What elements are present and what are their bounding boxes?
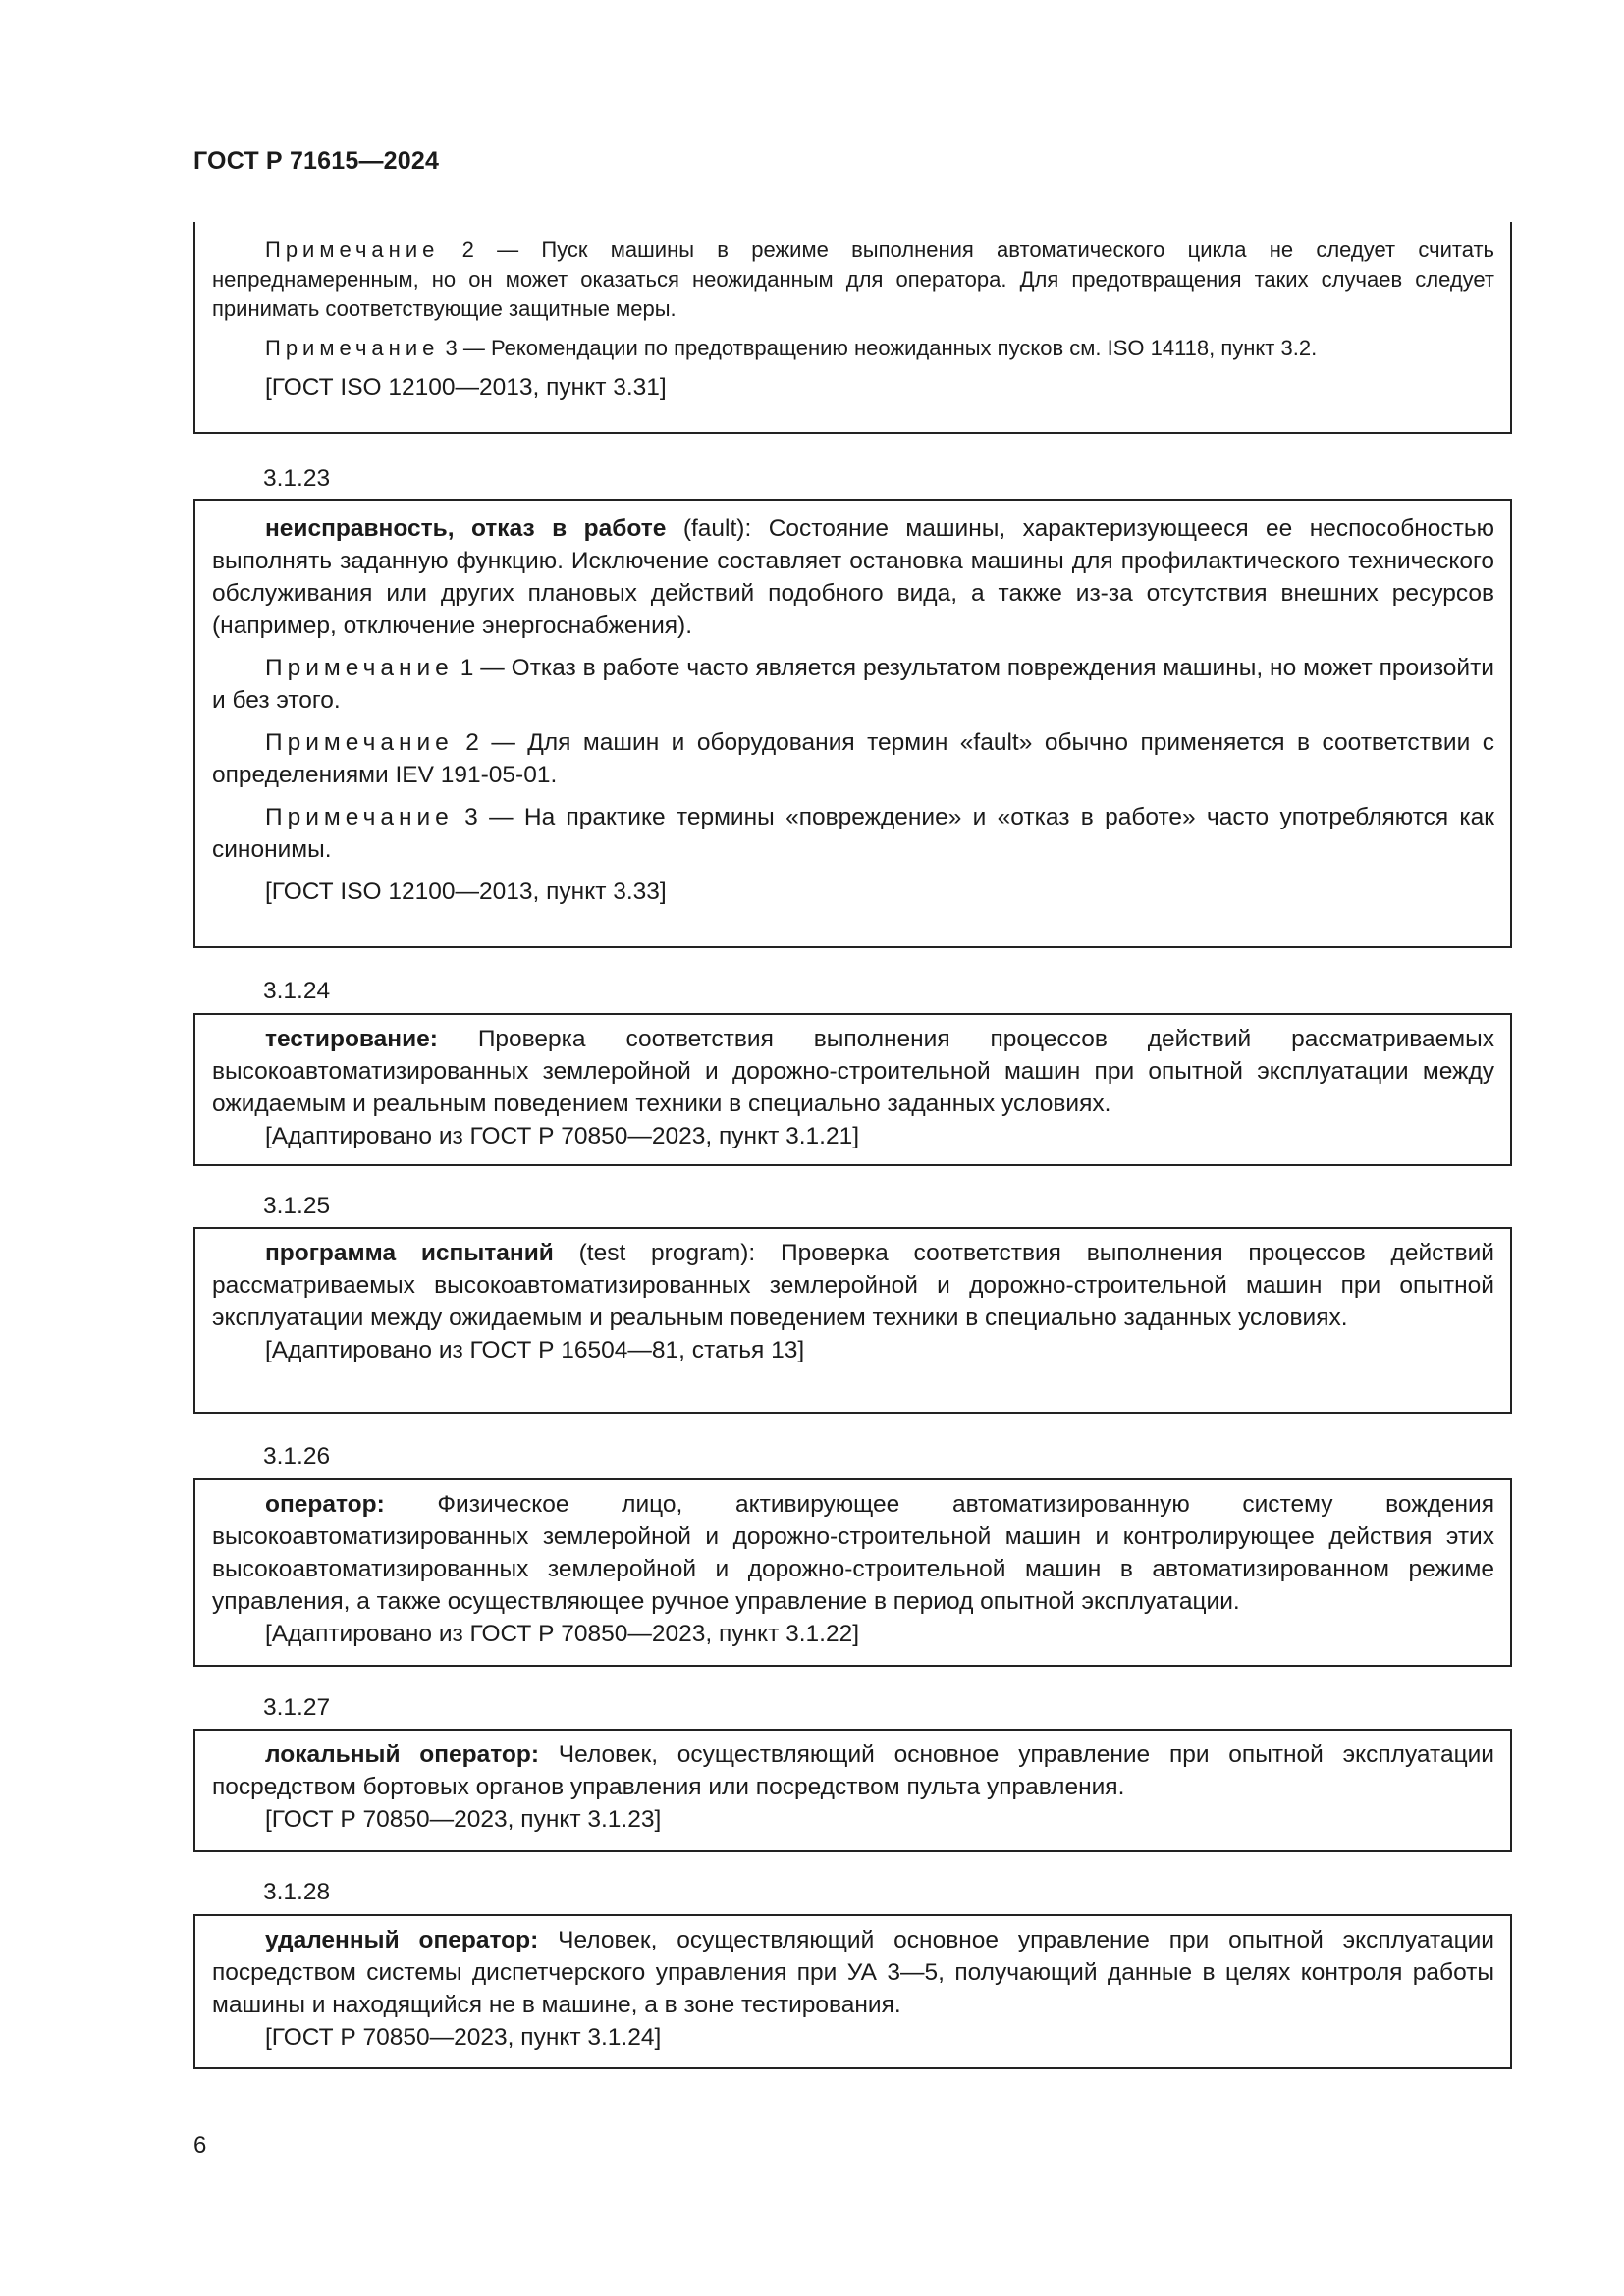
term-number: 3.1.26	[263, 1443, 331, 1469]
note-label: Примечание	[265, 729, 454, 756]
page-number: 6	[193, 2132, 207, 2159]
document-header: ГОСТ Р 71615—2024	[193, 147, 440, 175]
term-number: 3.1.28	[263, 1879, 331, 1905]
term-name: тестирование:	[265, 1026, 438, 1052]
note-number: 2	[461, 238, 474, 262]
term-definition	[212, 1738, 1494, 1803]
note-number: 3	[464, 804, 478, 830]
definition-text: Человек, осуществляющий основное управление при опытной эксплуатации посредством системы диспетчерского управления при УА 3—5, получающий данные в целях контроля работы машины и находящийся не в машине, а в зоне тестирования.	[212, 1927, 1494, 2018]
note-number: 1	[460, 655, 474, 681]
note-text: — Для машин и оборудования термин «fault» обычно применяется в соответствии с определениями IEV 191-05-01.	[212, 729, 1494, 788]
note-label: Примечание	[265, 804, 454, 830]
definition-text: Физическое лицо, активирующее автоматизированную систему вождения высокоавтоматизированных землеройной и дорожно-строительной машин и контролирующее действия этих высокоавтоматизированных землеройной и дорожно-строительной машин в автоматизированном режиме управления, а также осуществляющее ручное управление в период опытной эксплуатации.	[212, 1491, 1494, 1615]
term-definition	[212, 512, 1494, 642]
source-reference: [ГОСТ Р 70850—2023, пункт 3.1.23]	[265, 1806, 662, 1833]
term-box-3-1-23	[193, 499, 1512, 948]
term-name: оператор:	[265, 1491, 385, 1518]
source-reference: [ГОСТ ISO 12100—2013, пункт 3.31]	[265, 374, 667, 400]
term-box-3-1-22-continued	[193, 222, 1512, 434]
term-name: программа испытаний	[265, 1240, 554, 1266]
source-reference: [ГОСТ ISO 12100—2013, пункт 3.33]	[265, 879, 667, 905]
note-number: 2	[465, 729, 479, 756]
note-paragraph	[212, 801, 1494, 866]
note-text: — Пуск машины в режиме выполнения автоматического цикла не следует считать непреднамеренным, но он может оказаться неожиданным для оператора. Для предотвращения таких случаев следует принимать соответствующие защитные меры.	[212, 238, 1494, 321]
source-reference: [Адаптировано из ГОСТ Р 70850—2023, пункт 3.1.22]	[265, 1621, 860, 1647]
note-text: — Рекомендации по предотвращению неожиданных пусков см. ISO 14118, пункт 3.2.	[457, 336, 1318, 360]
note-text: — На практике термины «повреждение» и «отказ в работе» часто употребляются как синонимы.	[212, 804, 1495, 863]
term-box-3-1-26	[193, 1478, 1512, 1667]
note-paragraph	[212, 236, 1494, 324]
term-number: 3.1.25	[263, 1193, 331, 1219]
term-definition	[212, 1237, 1494, 1334]
term-box-3-1-24	[193, 1013, 1512, 1166]
term-box-3-1-28	[193, 1914, 1512, 2069]
definition-text: Проверка соответствия выполнения процессов действий рассматриваемых высокоавтоматизированных землеройной и дорожно-строительной машин при опытной эксплуатации между ожидаемым и реальным поведением техники в специально заданных условиях.	[212, 1026, 1494, 1117]
note-label: Примечание	[265, 238, 440, 262]
term-number: 3.1.27	[263, 1694, 331, 1721]
definition-text: (fault): Состояние машины, характеризующееся ее неспособностью выполнять заданную функцию. Исключение составляет остановка машины для профилактического технического обслуживания или других плановых действий подобного вида, а также из-за отсутствия внешних ресурсов (например, отключение энергоснабжения).	[212, 515, 1494, 639]
note-number: 3	[445, 336, 458, 360]
term-definition	[212, 1924, 1494, 2021]
note-label: Примечание	[265, 655, 454, 681]
definition-text: (test program): Проверка соответствия выполнения процессов действий рассматриваемых высокоавтоматизированных землеройной и дорожно-строительной машин при опытной эксплуатации между ожидаемым и реальным поведением техники в специально заданных условиях.	[212, 1240, 1494, 1331]
note-paragraph	[212, 652, 1494, 717]
term-name: неисправность, отказ в работе	[265, 515, 667, 542]
term-definition	[212, 1488, 1494, 1618]
term-definition	[212, 1023, 1494, 1120]
note-paragraph	[212, 726, 1494, 791]
term-name: локальный оператор:	[265, 1741, 540, 1768]
term-number: 3.1.23	[263, 465, 331, 492]
note-paragraph	[212, 334, 1494, 363]
definition-text: Человек, осуществляющий основное управление при опытной эксплуатации посредством бортовых органов управления или посредством пульта управления.	[212, 1741, 1494, 1800]
term-box-3-1-27	[193, 1729, 1512, 1852]
term-box-3-1-25	[193, 1227, 1512, 1414]
source-reference: [Адаптировано из ГОСТ Р 70850—2023, пункт 3.1.21]	[265, 1123, 860, 1149]
source-reference: [Адаптировано из ГОСТ Р 16504—81, статья 13]	[265, 1337, 805, 1363]
term-number: 3.1.24	[263, 978, 331, 1004]
source-reference: [ГОСТ Р 70850—2023, пункт 3.1.24]	[265, 2024, 662, 2051]
note-label: Примечание	[265, 336, 440, 360]
note-text: — Отказ в работе часто является результатом повреждения машины, но может произойти и без этого.	[212, 655, 1494, 714]
term-name: удаленный оператор:	[265, 1927, 539, 1953]
